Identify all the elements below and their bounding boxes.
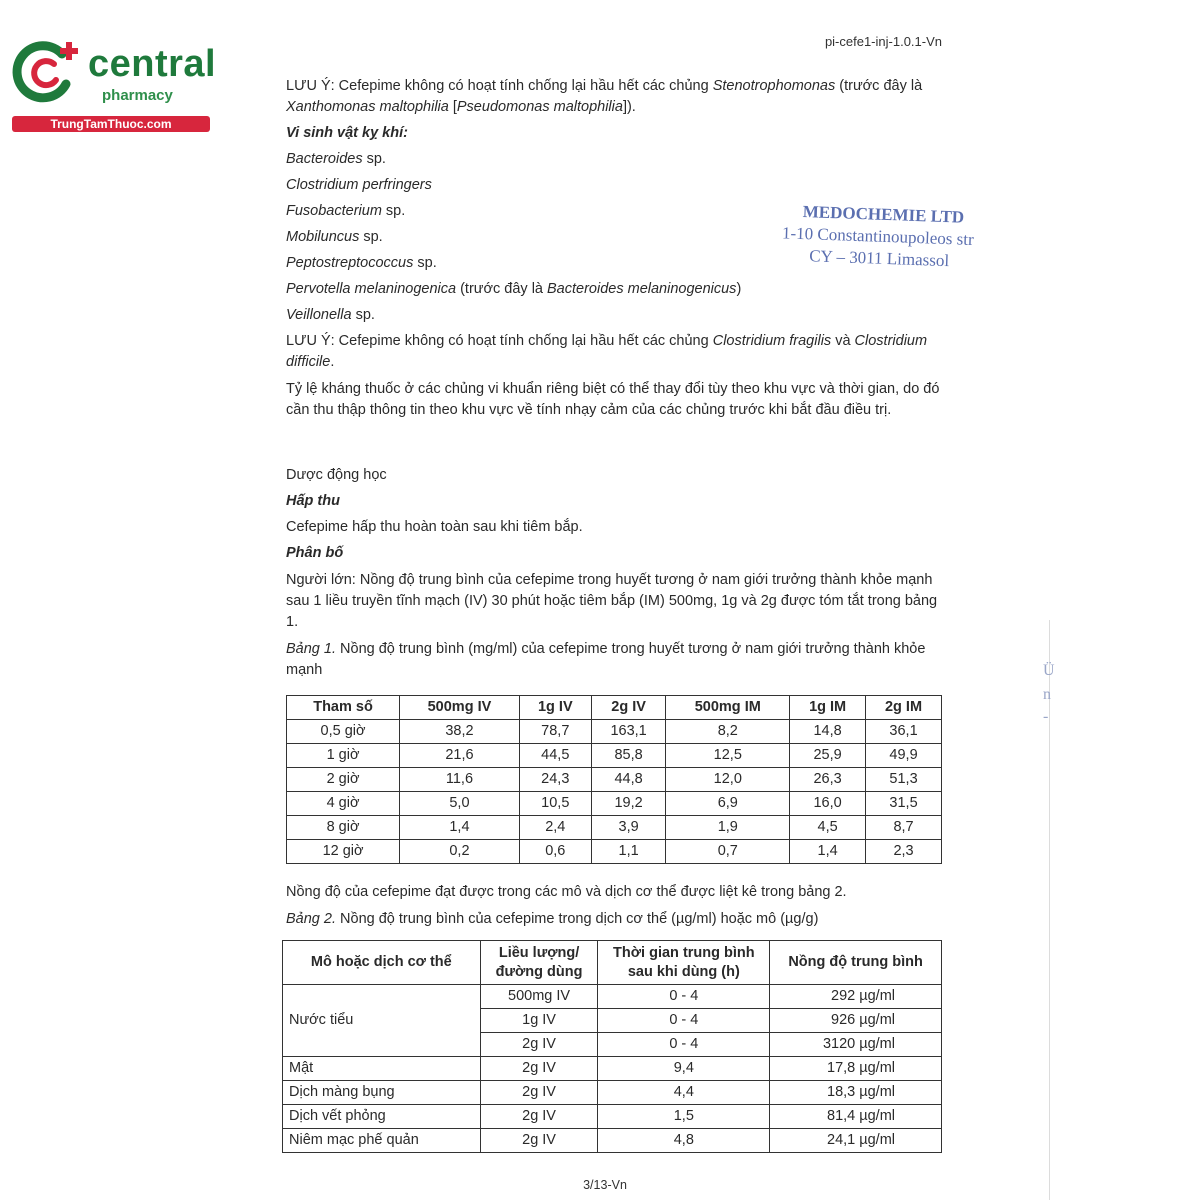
stamp-line-address: 1-10 Constantinoupoleos str xyxy=(781,223,975,250)
table2-intro: Nồng độ của cefepime đạt được trong các mô và dịch cơ thể được liệt kê trong bảng 2. xyxy=(286,884,847,900)
table-row xyxy=(283,1129,942,1153)
table-cell: 1,1 xyxy=(591,840,666,864)
table-header-cell: 500mg IV xyxy=(400,696,520,720)
central-pharmacy-logo[interactable] xyxy=(10,36,215,136)
table-cell: 9,4 xyxy=(598,1057,770,1081)
stamp-line-city: CY – 3011 Limassol xyxy=(808,246,950,271)
anaerobe-heading: Vi sinh vật kỵ khí: xyxy=(286,125,408,141)
table-row xyxy=(283,985,942,1009)
table-cell-time: 12 giờ xyxy=(287,840,400,864)
table-cell-tissue: Dịch vết phỏng xyxy=(283,1105,481,1129)
table-row xyxy=(287,744,942,768)
table-cell-time: 8 giờ xyxy=(287,816,400,840)
table-cell: 26,3 xyxy=(790,768,866,792)
table-cell: 78,7 xyxy=(519,720,591,744)
table-cell: 292 µg/ml xyxy=(770,985,942,1009)
table2-caption: Bảng 2. Nồng độ trung bình của cefepime trong dịch cơ thể (µg/ml) hoặc mô (µg/g) xyxy=(286,911,819,927)
table1-caption: Bảng 1. Nồng độ trung bình (mg/ml) của cefepime trong huyết tương ở nam giới trưởng thành khỏe mạnh xyxy=(286,641,926,678)
table-cell-tissue: Dịch màng bụng xyxy=(283,1081,481,1105)
document-id: pi-cefe1-inj-1.0.1-Vn xyxy=(824,34,942,49)
table-cell: 10,5 xyxy=(519,792,591,816)
table-header-cell: Liều lượng/ đường dùng xyxy=(480,941,598,985)
table-cell-tissue: Mật xyxy=(283,1057,481,1081)
table-header-cell: 1g IV xyxy=(519,696,591,720)
table-cell-tissue: Niêm mạc phế quản xyxy=(283,1129,481,1153)
table-cell: 2g IV xyxy=(480,1129,598,1153)
table-row xyxy=(287,792,942,816)
species-item: Peptostreptococcus sp. xyxy=(286,255,437,271)
table-cell: 16,0 xyxy=(790,792,866,816)
pharmacokinetics-heading: Dược động học xyxy=(286,467,387,483)
page-edge-line xyxy=(1049,620,1050,1200)
table-header-row xyxy=(283,941,942,985)
table-cell: 0 - 4 xyxy=(598,985,770,1009)
table-cell: 3,9 xyxy=(591,816,666,840)
table-cell: 2,3 xyxy=(866,840,942,864)
species-item: Mobiluncus sp. xyxy=(286,229,383,245)
distribution-text: Người lớn: Nồng độ trung bình của cefepime trong huyết tương ở nam giới trưởng thành khỏe mạnh sau 1 liều truyền tĩnh mạch (IV) 30 phút hoặc tiêm bắp (IM) 500mg, 1g và 2g được tóm tắt trong bảng 1. xyxy=(286,572,938,630)
species-item: Bacteroides sp. xyxy=(286,151,386,167)
table-cell: 31,5 xyxy=(866,792,942,816)
table-cell: 44,8 xyxy=(591,768,666,792)
table-cell: 1,4 xyxy=(790,840,866,864)
table-cell-time: 2 giờ xyxy=(287,768,400,792)
plasma-concentration-table xyxy=(286,695,942,864)
species-item: Veillonella sp. xyxy=(286,307,375,323)
table-cell: 12,5 xyxy=(666,744,790,768)
note-clostridium: LƯU Ý: Cefepime không có hoạt tính chống lại hầu hết các chủng Clostridium fragilis và Clostridium difficile. xyxy=(286,333,928,370)
table-header-cell: 2g IV xyxy=(591,696,666,720)
document-body xyxy=(286,76,942,1153)
table-cell: 926 µg/ml xyxy=(770,1009,942,1033)
table-header-cell: 1g IM xyxy=(790,696,866,720)
edge-mark: n xyxy=(1043,686,1051,703)
table-cell: 38,2 xyxy=(400,720,520,744)
table-cell-time: 4 giờ xyxy=(287,792,400,816)
table-cell: 17,8 µg/ml xyxy=(770,1057,942,1081)
resistance-paragraph: Tỷ lệ kháng thuốc ở các chủng vi khuẩn riêng biệt có thể thay đổi tùy theo khu vực và thời gian, do đó cần thu thập thông tin theo khu vực về tính nhạy cảm của các chủng trước khi bắt đầu điều trị. xyxy=(286,381,940,418)
table-cell: 1,5 xyxy=(598,1105,770,1129)
table-cell: 0,6 xyxy=(519,840,591,864)
table-cell: 11,6 xyxy=(400,768,520,792)
table-row xyxy=(287,816,942,840)
note-stenotrophomonas: LƯU Ý: Cefepime không có hoạt tính chống lại hầu hết các chủng Stenotrophomonas (trước đây là Xanthomonas maltophilia [Pseudomonas maltophilia]). xyxy=(286,78,923,115)
table-header-cell: Nồng độ trung bình xyxy=(770,941,942,985)
table-cell: 1,9 xyxy=(666,816,790,840)
distribution-heading: Phân bố xyxy=(286,545,344,561)
page-number: 3/13-Vn xyxy=(583,1178,627,1192)
table-cell-tissue: Nước tiểu xyxy=(283,985,481,1057)
table-cell: 36,1 xyxy=(866,720,942,744)
table-cell-time: 1 giờ xyxy=(287,744,400,768)
table-header-cell: 500mg IM xyxy=(666,696,790,720)
table-cell: 49,9 xyxy=(866,744,942,768)
table-cell: 2g IV xyxy=(480,1081,598,1105)
table-cell: 51,3 xyxy=(866,768,942,792)
pharmacy-cross-logo-icon xyxy=(10,36,82,108)
species-item: Pervotella melaninogenica (trước đây là Bacteroides melaninogenicus) xyxy=(286,281,742,297)
table-cell: 0 - 4 xyxy=(598,1033,770,1057)
table-cell: 0,7 xyxy=(666,840,790,864)
tissue-concentration-table xyxy=(282,940,942,1153)
table-cell: 81,4 µg/ml xyxy=(770,1105,942,1129)
table-cell: 2g IV xyxy=(480,1057,598,1081)
table-cell: 85,8 xyxy=(591,744,666,768)
table-cell: 44,5 xyxy=(519,744,591,768)
table-cell: 0 - 4 xyxy=(598,1009,770,1033)
table-cell: 8,7 xyxy=(866,816,942,840)
table-cell: 1g IV xyxy=(480,1009,598,1033)
table-cell: 14,8 xyxy=(790,720,866,744)
table-cell: 2g IV xyxy=(480,1033,598,1057)
table-cell: 5,0 xyxy=(400,792,520,816)
table-cell-time: 0,5 giờ xyxy=(287,720,400,744)
table-header-cell: Mô hoặc dịch cơ thể xyxy=(283,941,481,985)
table-header-row xyxy=(287,696,942,720)
table-cell: 6,9 xyxy=(666,792,790,816)
table-header-cell: 2g IM xyxy=(866,696,942,720)
stamp-line-company: MEDOCHEMIE LTD xyxy=(802,202,965,227)
species-item: Fusobacterium sp. xyxy=(286,203,406,219)
table-cell: 500mg IV xyxy=(480,985,598,1009)
edge-mark: Ü xyxy=(1043,662,1055,679)
table-cell: 24,1 µg/ml xyxy=(770,1129,942,1153)
table-cell: 18,3 µg/ml xyxy=(770,1081,942,1105)
table-cell: 0,2 xyxy=(400,840,520,864)
table-row xyxy=(283,1081,942,1105)
absorption-text: Cefepime hấp thu hoàn toàn sau khi tiêm bắp. xyxy=(286,519,583,535)
table-cell: 4,5 xyxy=(790,816,866,840)
species-item: Clostridium perfringers xyxy=(286,177,432,193)
table-row xyxy=(283,1105,942,1129)
edge-mark: - xyxy=(1043,708,1049,725)
table-header-cell: Thời gian trung bình sau khi dùng (h) xyxy=(598,941,770,985)
table-row xyxy=(287,720,942,744)
table-cell: 12,0 xyxy=(666,768,790,792)
logo-name: central xyxy=(88,43,217,85)
table-cell: 163,1 xyxy=(591,720,666,744)
table-cell: 2,4 xyxy=(519,816,591,840)
table-cell: 19,2 xyxy=(591,792,666,816)
table-row xyxy=(283,1057,942,1081)
table-cell: 1,4 xyxy=(400,816,520,840)
logo-subtitle: pharmacy xyxy=(102,87,173,104)
table-header-cell: Tham số xyxy=(287,696,400,720)
logo-url[interactable]: TrungTamThuoc.com xyxy=(12,116,210,132)
table-cell: 24,3 xyxy=(519,768,591,792)
table-cell: 25,9 xyxy=(790,744,866,768)
table-cell: 3120 µg/ml xyxy=(770,1033,942,1057)
table-cell: 4,8 xyxy=(598,1129,770,1153)
table-row xyxy=(287,768,942,792)
table-cell: 8,2 xyxy=(666,720,790,744)
table-cell: 4,4 xyxy=(598,1081,770,1105)
absorption-heading: Hấp thu xyxy=(286,493,340,509)
table-row xyxy=(287,840,942,864)
table-cell: 2g IV xyxy=(480,1105,598,1129)
table-cell: 21,6 xyxy=(400,744,520,768)
